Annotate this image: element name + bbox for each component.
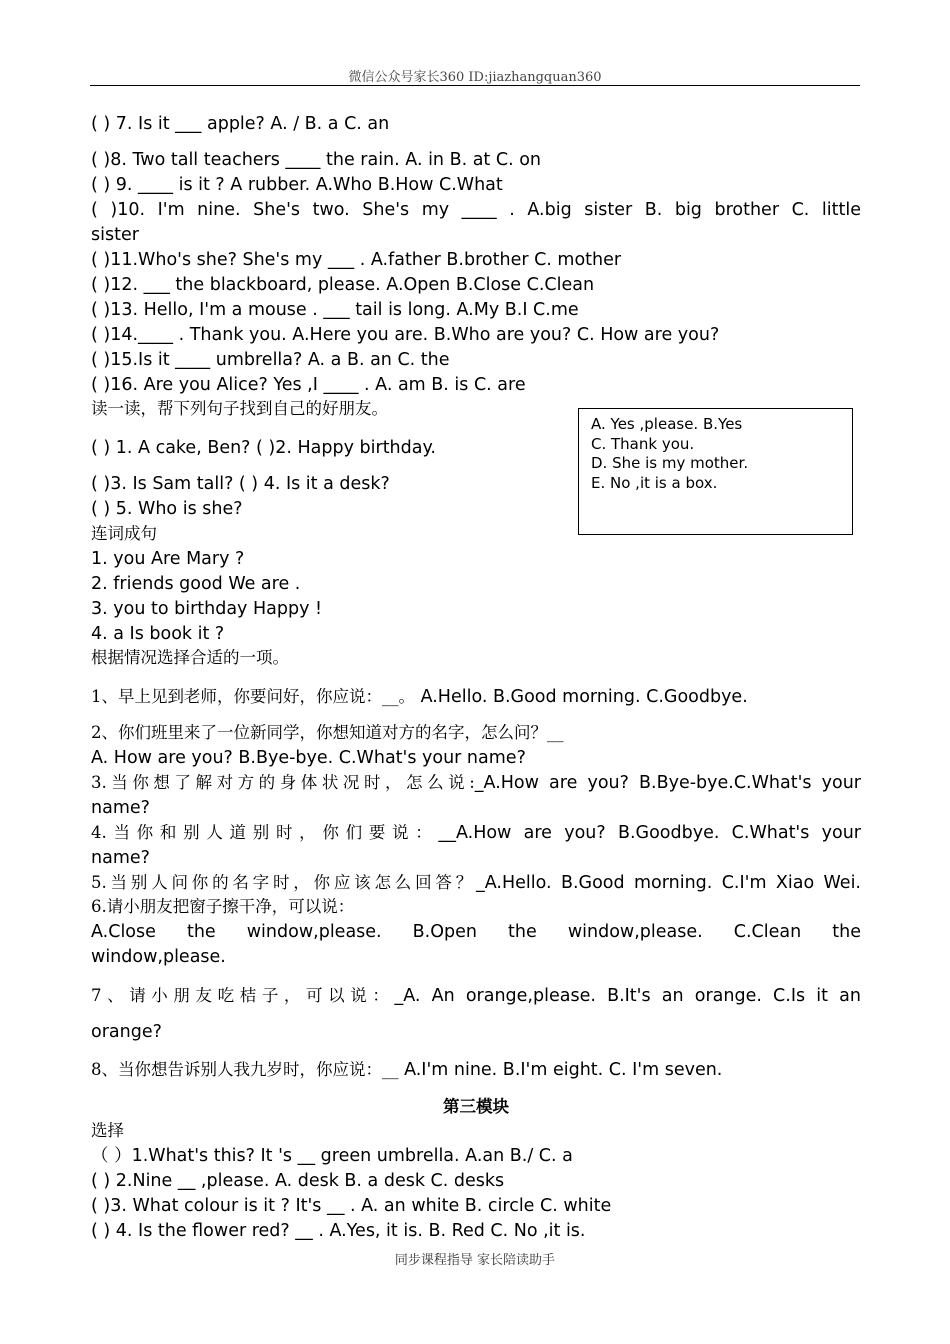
order-item-2: 2. friends good We are . [91, 574, 301, 594]
match-line-1: ( ) 1. A cake, Ben? ( )2. Happy birthday. [91, 438, 436, 458]
answer-options-box [578, 408, 853, 535]
header-divider [90, 85, 860, 86]
situation-3-options: _A.How are you? B.Bye-bye.C.What's your [474, 773, 861, 793]
section-situation-heading: 根据情况选择合适的一项。 [91, 648, 289, 667]
match-line-2: ( )3. Is Sam tall? ( ) 4. Is it a desk? [91, 474, 390, 494]
situation-5-prompt: 5.当别人问你的名字时，你应该怎么回答？ [91, 873, 477, 892]
situation-8 [91, 1059, 861, 1081]
question-8: ( )8. Two tall teachers ____ the rain. A. in B. at C. on [91, 150, 542, 170]
question-9: ( ) 9. ____ is it ? A rubber. A.Who B.How C.What [91, 175, 503, 195]
answer-option-c: C. Thank you. [591, 434, 695, 453]
situation-1-options: A.Hello. B.Good morning. C.Goodbye. [415, 687, 748, 707]
situation-7 [91, 985, 861, 1007]
choose-question-2: ( ) 2.Nine __ ,please. A. desk B. a desk C. desks [91, 1171, 505, 1191]
order-item-1: 1. you Are Mary ? [91, 549, 245, 569]
order-item-4: 4. a Is book it ? [91, 624, 225, 644]
situation-6-cont: window,please. [91, 947, 226, 967]
situation-6-options: A.Close the window,please. B.Open the window,please. C.Clean the [91, 922, 861, 942]
question-16: ( )16. Are you Alice? Yes ,I ____ . A. am B. is C. are [91, 375, 526, 395]
section-choose-heading: 选择 [91, 1121, 124, 1140]
situation-5 [91, 872, 861, 894]
question-12: ( )12. ___ the blackboard, please. A.Open B.Close C.Clean [91, 275, 595, 295]
question-10-cont: sister [91, 225, 139, 245]
situation-1-prompt: 1、早上见到老师，你要问好，你应说：__。 [91, 687, 415, 706]
situation-7-cont: orange? [91, 1022, 162, 1042]
choose-question-4: ( ) 4. Is the flower red? __ . A.Yes, it is. B. Red C. No ,it is. [91, 1221, 586, 1241]
situation-7-options: _A. An orange,please. B.It's an orange. C.Is it an [394, 986, 861, 1006]
situation-4-options: __A.How are you? B.Goodbye. C.What's your [438, 823, 861, 843]
question-7: ( ) 7. Is it ___ apple? A. / B. a C. an [91, 114, 390, 134]
section-order-heading: 连词成句 [91, 524, 157, 543]
question-11: ( )11.Who's she? She's my ___ . A.father B.brother C. mother [91, 250, 622, 270]
situation-2-prompt: 2、你们班里来了一位新同学，你想知道对方的名字，怎么问？__ [91, 723, 564, 742]
answer-option-a: A. Yes ,please. B.Yes [591, 415, 743, 433]
question-10: ( )10. I'm nine. She's two. She's my ____ . A.big sister B. big brother C. little [91, 200, 861, 220]
order-item-3: 3. you to birthday Happy ! [91, 599, 323, 619]
match-line-3: ( ) 5. Who is she? [91, 499, 243, 519]
question-14: ( )14.____ . Thank you. A.Here you are. B.Who are you? C. How are you? [91, 325, 720, 345]
situation-1 [91, 686, 861, 708]
section-match-heading: 读一读，帮下列句子找到自己的好朋友。 [91, 399, 388, 418]
choose-question-1: （ ）1.What's this? It 's __ green umbrella. A.an B./ C. a [91, 1146, 573, 1166]
situation-4 [91, 822, 861, 844]
answer-option-d: D. She is my mother. [591, 454, 749, 472]
situation-4-prompt: 4.当你和别人道别时，你们要说： [91, 823, 439, 842]
situation-7-prompt: 7、请小朋友吃桔子，可以说： [91, 986, 395, 1005]
situation-3 [91, 772, 861, 794]
situation-4-cont: name? [91, 848, 150, 868]
module-3-heading: 第三模块 [443, 1097, 509, 1116]
situation-2-options: A. How are you? B.Bye-bye. C.What's your name? [91, 748, 526, 768]
answer-option-e: E. No ,it is a box. [591, 473, 718, 492]
situation-6-prompt: 6.请小朋友把窗子擦干净，可以说： [91, 897, 355, 916]
page-header: 微信公众号家长360 ID:jiazhangquan360 [348, 70, 602, 85]
situation-5-options: _A.Hello. B.Good morning. C.I'm Xiao Wei. [476, 873, 861, 893]
situation-8-prompt: 8、当你想告诉别人我九岁时，你应说：__ [91, 1060, 399, 1079]
page-footer: 同步课程指导 家长陪读助手 [394, 1253, 556, 1268]
situation-3-cont: name? [91, 798, 150, 818]
question-13: ( )13. Hello, I'm a mouse . ___ tail is long. A.My B.I C.me [91, 300, 579, 320]
choose-question-3: ( )3. What colour is it ? It's __ . A. an white B. circle C. white [91, 1196, 612, 1216]
question-15: ( )15.Is it ____ umbrella? A. a B. an C. the [91, 350, 450, 370]
situation-8-options: A.I'm nine. B.I'm eight. C. I'm seven. [398, 1060, 723, 1080]
situation-3-prompt: 3.当你想了解对方的身体状况时，怎么说: [91, 773, 475, 792]
